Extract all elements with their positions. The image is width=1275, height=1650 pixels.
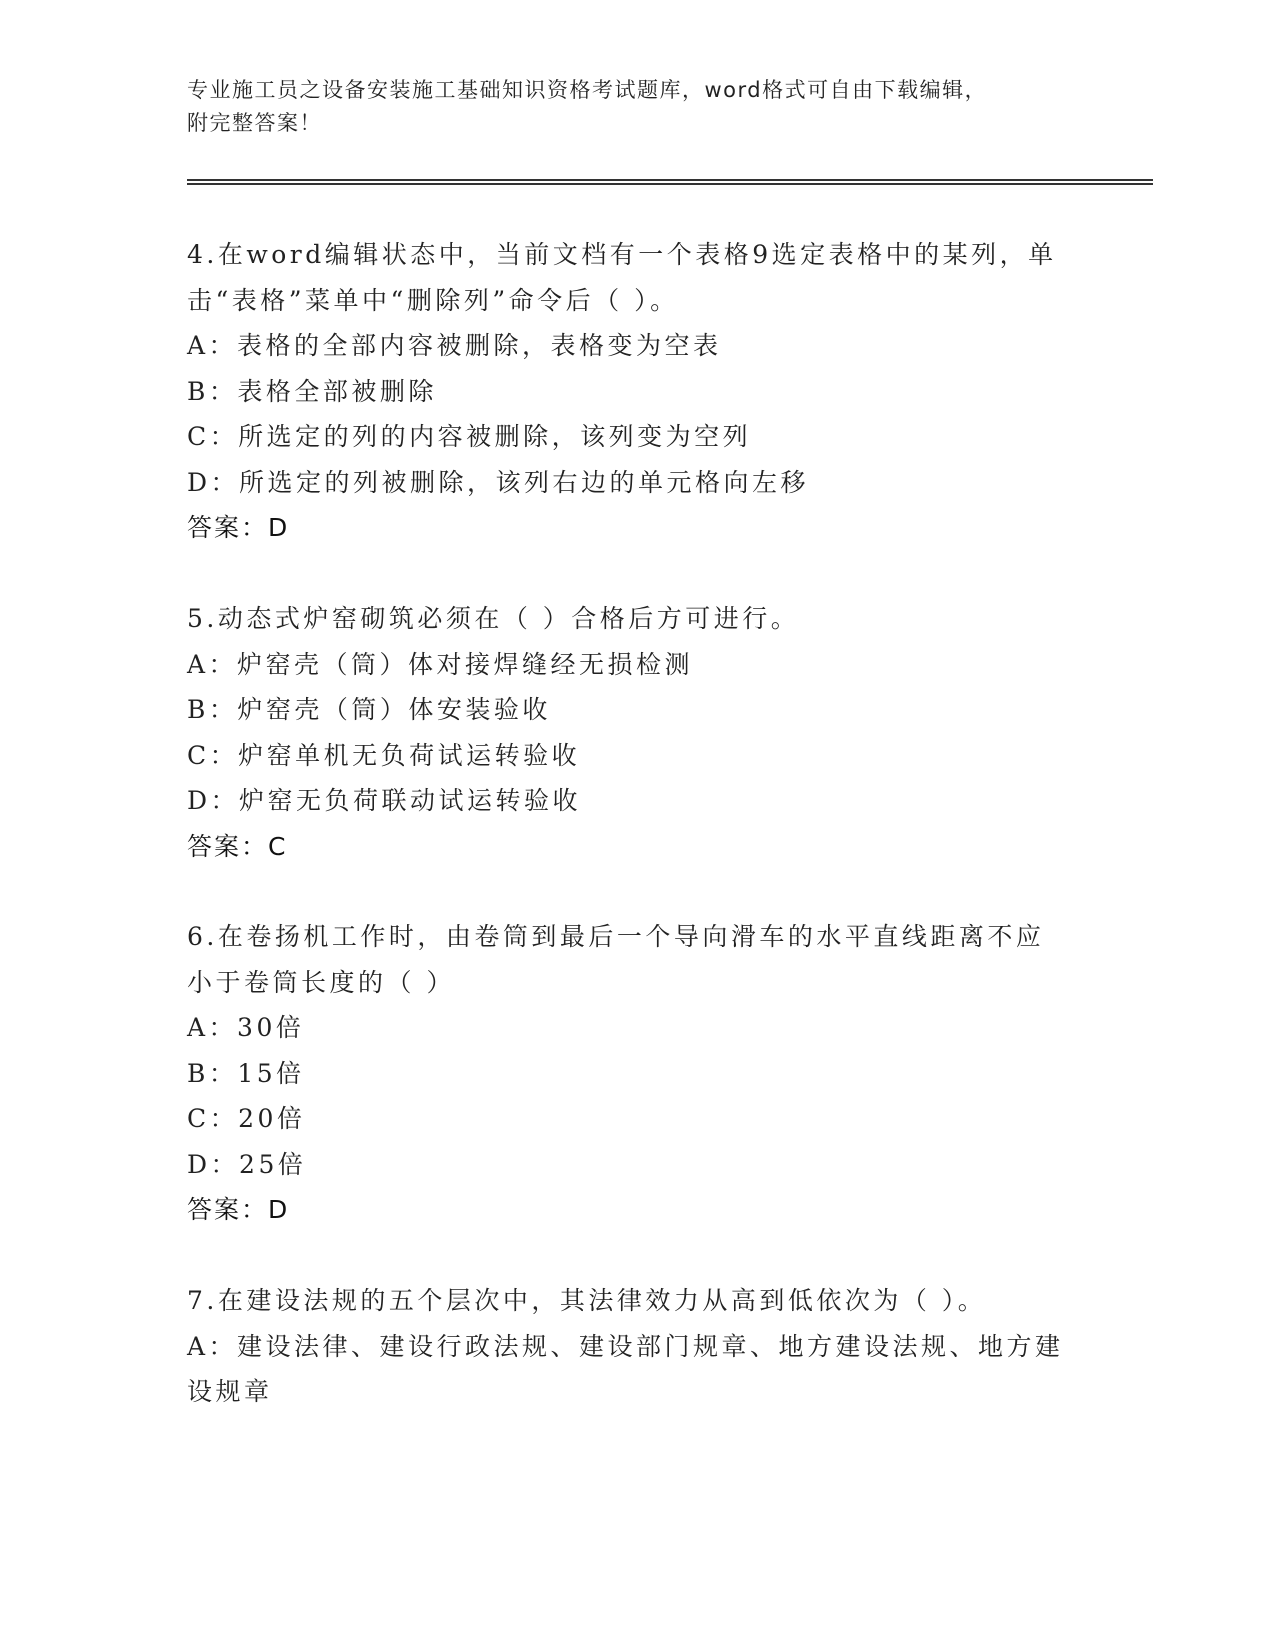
header-line-2: 附完整答案！ — [187, 111, 322, 135]
document-header — [187, 74, 1087, 140]
question-stem-line: 6.在卷扬机工作时，由卷筒到最后一个导向滑车的水平直线距离不应 — [187, 922, 1045, 951]
question-7 — [187, 1278, 1087, 1415]
question-stem-line: 7.在建设法规的五个层次中，其法律效力从高到低依次为（ ）。 — [187, 1286, 987, 1315]
option-d: D：所选定的列被删除，该列右边的单元格向左移 — [187, 467, 810, 497]
option-b: B：15倍 — [187, 1058, 305, 1088]
question-stem-line: 4.在word编辑状态中，当前文档有一个表格9选定表格中的某列，单 — [187, 240, 1057, 269]
answer-line: 答案：D — [187, 1195, 290, 1224]
question-stem-line: 击“表格”菜单中“删除列”命令后（ ）。 — [187, 285, 679, 315]
option-c: C：炉窑单机无负荷试运转验收 — [187, 740, 581, 770]
option-d: D：25倍 — [187, 1149, 307, 1179]
option-a: A：表格的全部内容被删除，表格变为空表 — [187, 331, 722, 360]
option-b: B：炉窑壳（筒）体安装验收 — [187, 695, 551, 724]
option-b: B：表格全部被删除 — [187, 376, 437, 406]
question-5 — [187, 596, 1087, 869]
option-c: C：20倍 — [187, 1104, 306, 1133]
header-line-1: 专业施工员之设备安装施工基础知识资格考试题库，word格式可自由下载编辑， — [187, 78, 988, 102]
answer-line: 答案：D — [187, 513, 290, 542]
answer-line: 答案：C — [187, 831, 288, 861]
header-rule-top — [187, 179, 1153, 181]
question-4 — [187, 232, 1087, 551]
question-stem-line: 小于卷筒长度的（ ） — [187, 967, 455, 997]
option-a: A：30倍 — [187, 1013, 305, 1042]
option-a: A：建设法律、建设行政法规、建设部门规章、地方建设法规、地方建 — [187, 1331, 1064, 1361]
question-6 — [187, 914, 1087, 1233]
header-rule-bottom — [187, 183, 1153, 185]
option-a-continued: 设规章 — [187, 1377, 273, 1406]
option-c: C：所选定的列的内容被删除，该列变为空列 — [187, 422, 752, 451]
question-stem-line: 5.动态式炉窑砌筑必须在（ ）合格后方可进行。 — [187, 604, 800, 633]
option-d: D：炉窑无负荷联动试运转验收 — [187, 786, 582, 815]
option-a: A：炉窑壳（筒）体对接焊缝经无损检测 — [187, 649, 694, 679]
